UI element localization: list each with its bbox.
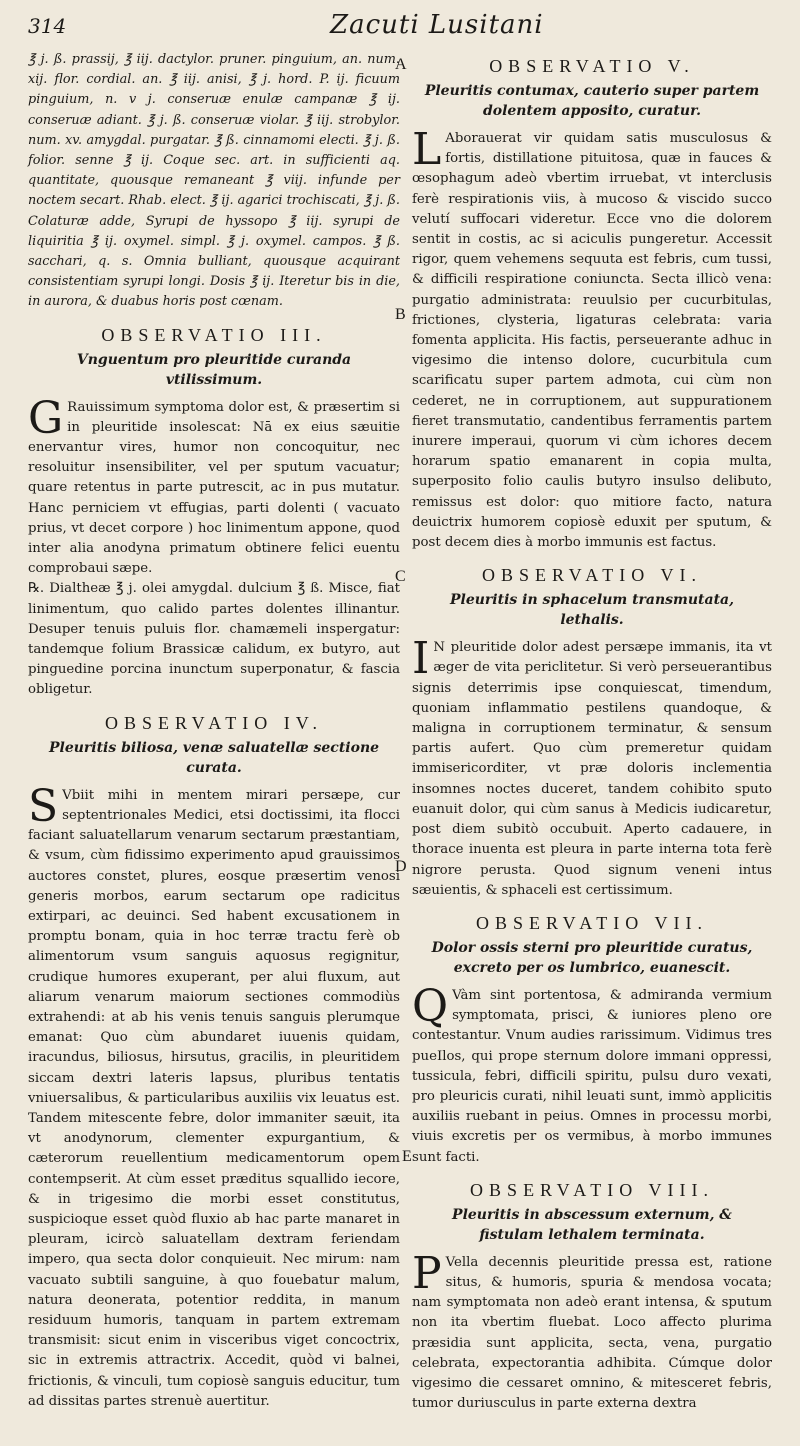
observatio-8-title: OBSERVATIO VIII. bbox=[470, 1179, 714, 1200]
observatio-4-body: Vbiit mihi in mentem mirari persæpe, cur septentrionales Medici, etsi doctissimi, ita flocci faciant saluatellarum venarum sectarum præstantiam, & vsum, cùm fidissimo experimento apud grauissimos auctores constet, plures, eosque præsertim venosi generis morbos, earum sectarum ope radicitus extirpari, ac deuinci. Sed habent excusationem in promptu bonam, quia in hoc terræ tractu ferè ob alimentorum vsum sanguis aquosus regignitur, crudique humores exuperant, per alui fluxum, aut aliarum venarum maiorum sectiones commodiùs extrahendi: at ab his venis tenuis sanguis plerumque emanat: Quo cùm abundaret iuuenis quidam, iracundus, biliosus, hirsutus, gracilis, in pleuritidem siccam dextri lateris lapsus, pluribus tentatis vniuersalibus, & particularibus auxiliis vix leuatus est. Tandem mitescente febre, dolor immaniter sæuit, ita vt anodynorum, clementer expurgantium, & cæterorum reuellentium medicamentorum opem contempserit. At cùm esset præditus squallido iecore, & in trigesimo die morbi esset constitutus, suspicioque esset quòd fluxio ab hac parte manaret in pleuram, icircò saluatellam dextram feriendam impero, qua secta dolor conquieuit. Nec mirum: nam vacuato subtili sanguine, à quo fouebatur malum, natura deonerata, potentior reddita, in manum residuum humoris, tanquam in partem extremam transmisit: sicut enim in visceribus viget concoctrix, sic in extremis attractrix. Accedit, quòd vi balnei, frictionis, & vinculi, tum copiosè sanguis educitur, tum ad dissitas partes strenuè auertitur. bbox=[28, 787, 400, 1409]
running-head: Zacuti Lusitani bbox=[330, 10, 544, 40]
observatio-6-body: N pleuritide dolor adest persæpe immanis, ita vt æger de vita periclitetur. Si verò perseuerantibus signis deterrimis ipse conquiescat, timendum, quoniam inflammatio pestilens quandoque, & maligna in corruptionem terminatur, & sensum partis aufert. Quo cùm premeretur quidam immisericorditer, vt præ doloris inclementia insomnes noctes duceret, tandem cohibito sputo euanuit dolor, qui cùm sanus à Medicis iudicaretur, post diem subitò occubuit. Aperto cadauere, in thorace inuenta est pleura in parte interna tota ferè nigrore perusta. Quod signum veneni intus sæuientis, & sphaceli est certissimum. bbox=[412, 640, 772, 898]
left-column bbox=[28, 50, 400, 1412]
observatio-7-subtitle: Dolor ossis sterni pro pleuritide curatus, excreto per os lumbrico, euanescit. bbox=[431, 939, 753, 976]
observatio-5-text bbox=[412, 124, 772, 553]
dropcap-i: I bbox=[412, 633, 430, 685]
dropcap-g: G bbox=[28, 392, 64, 444]
observatio-6-text bbox=[412, 633, 772, 901]
observatio-6-title: OBSERVATIO VI. bbox=[482, 565, 702, 586]
page-header bbox=[0, 6, 800, 46]
observatio-3-recipe: ℞. Dialtheæ ℥ j. olei amygdal. dulcium ℥ ß. Misce, fiat linimentum, quo calido partes dolentes illinantur. Desuper tenuis puluis flor. chamæmeli inspergatur: tandemque folium Brassicæ calidum, ex butyro, aut pinguedine porcina inunctum superponatur, & fascia obligetur. bbox=[28, 581, 400, 698]
observatio-3-body: Rauissimum symptoma dolor est, & præsertim si in pleuritide insolescat: Nā ex eius sæuitie enervantur vires, humor non concoquitur, nec resoluitur insensibiliter, vel per sputum vacuatur; quare retentus in parte putrescit, ac in pus mutatur. Hanc perniciem vt effugias, parti dolenti ( vacuato prius, vt decet corpore ) hoc linimentum appone, quod inter alia anodyna primatum obtinere felici euentu comprobaui sæpe. bbox=[28, 399, 400, 577]
dropcap-s: S bbox=[28, 780, 59, 832]
observatio-3-text bbox=[28, 392, 400, 580]
margin-letter-d: D bbox=[395, 858, 407, 875]
observatio-7-body: Vàm sint portentosa, & admiranda vermium symptomata, prisci, & iuniores pleno ore contestantur. Vnum audies rarissimum. Vidimus tres pueIlos, qui prope sternum dolore immani oppressi, tussicula, febri, difficili spiritu, pulsu duro vexati, pro pleuricis curati, nihil leuati sunt, immò applicitis auxiliis ruebant in peius. Omnes in processu morbi, viuis excretis per os vermibus, à morbo immunes sunt facti. bbox=[412, 987, 772, 1165]
observatio-7-text bbox=[412, 980, 772, 1168]
observatio-3-subtitle: Vnguentum pro pleuritide curanda vtilissimum. bbox=[76, 351, 352, 388]
observatio-6-subtitle: Pleuritis in sphacelum transmutata, lethalis. bbox=[450, 592, 734, 629]
observatio-8-subtitle: Pleuritis in abscessum externum, & fistulam lethalem terminata. bbox=[452, 1206, 732, 1243]
dropcap-p: P bbox=[412, 1247, 442, 1299]
dropcap-l: L bbox=[412, 124, 442, 175]
dropcap-q: Q bbox=[412, 980, 449, 1032]
page-number: 314 bbox=[28, 14, 67, 38]
observatio-4-title: OBSERVATIO IV. bbox=[105, 712, 323, 733]
margin-letter-e: E bbox=[402, 1148, 412, 1165]
observatio-7-title: OBSERVATIO VII. bbox=[476, 912, 708, 933]
observatio-5-body: Aborauerat vir quidam satis musculosus & fortis, distillatione pituitosa, quæ in fauces & œsophagum adeò vbertim irruebat, vt interclusis ferè respirationis viis, à mucoso & viscido succo velutí suffocari videretur. Ecce vno die dolorem sentit in costis, ac si aciculis pungeretur. Accessit rigor, quem vehemens sequuta est febris, cum tussi, & difficili respiratione coniuncta. Secta illicò vena: purgatio administrata: reuulsio per cucurbitulas, frictiones, clysteria, ligaturas celebrata: varia fomenta applicita. His factis, perseuerante adhuc in vigesimo die intenso dolore, cucurbitula cum scarificatu super partem admota, cui cùm non cederet, ne in corruptionem, aut suppurationem fieret transmutatio, candentibus ferramentis partem inurere imperaui, quorum vi cùm ichores decem horarum spatio emanarent in copia multa, superposito folio caulis butyro insulso delibuto, remissus est dolor: quo mitiore facto, natura deuictrix humorem copiosè eduxit per sputum, & post decem dies à morbo immunis est factus. bbox=[412, 131, 772, 551]
observatio-8-text bbox=[412, 1247, 772, 1415]
margin-letter-b: B bbox=[395, 306, 406, 323]
observatio-5-subtitle: Pleuritis contumax, cauterio super partem dolentem apposito, curatur. bbox=[424, 83, 760, 119]
margin-letter-a: A bbox=[395, 56, 407, 73]
observatio-4-subtitle: Pleuritis biliosa, venæ saluatellæ sectione curata. bbox=[48, 739, 380, 776]
observatio-8-body: Vella decennis pleuritide pressa est, ratione situs, & humoris, spuria & mendosa vocata; nam symptomata non adeò erant intensa, & sputum non ita vbertim fluebat. Loco affecto plurima præsidia sunt applicita, secta, vena, purgatio celebrata, expectorantia adhibita. Cúmque dolor vigesimo die cessaret omnino, & mitesceret febris, tumor duriusculus in parte externa dextra bbox=[412, 1254, 772, 1412]
observatio-5-title: OBSERVATIO V. bbox=[489, 56, 695, 76]
recipe-continuation: ℥ j. ß. prassij, ℥ iij. dactylor. pruner. pinguium, an. num. xij. flor. cordial. an. ℥ iij. anisi, ℥ j. hord. P. ij. ficuum pinguium, n. v j. conseruæ enulæ campanæ ℥ ij. conseruæ adiant. ℥ j. ß. conseruæ violar. ℥ iij. strobylor. num. xv. amygdal. purgatar. ℥ ß. cinnamomi electi. ℥ j. ß. folior. senne ℥ ij. Coque sec. art. in sufficienti aq. quantitate, quousque remaneant ℥ viij. infunde per noctem secart. Rhab. elect. ℥ ij. agarici trochiscati, ℥ j. ß. Colaturæ adde, Syrupi de hyssopo ℥ iij. syrupi de liquiritia ℥ ij. oxymel. simpl. ℥ j. oxymel. campos. ℥ ß. sacchari, q. s. Omnia bulliant, quousque acquirant consistentiam syrupi longi. Dosis ℥ ij. Iteretur bis in die, in aurora, & duabus horis post cœnam. bbox=[28, 52, 400, 310]
observatio-4-text bbox=[28, 780, 400, 1412]
right-column bbox=[412, 50, 772, 1414]
margin-letter-c: C bbox=[395, 568, 406, 585]
observatio-3-title: OBSERVATIO III. bbox=[101, 324, 327, 345]
